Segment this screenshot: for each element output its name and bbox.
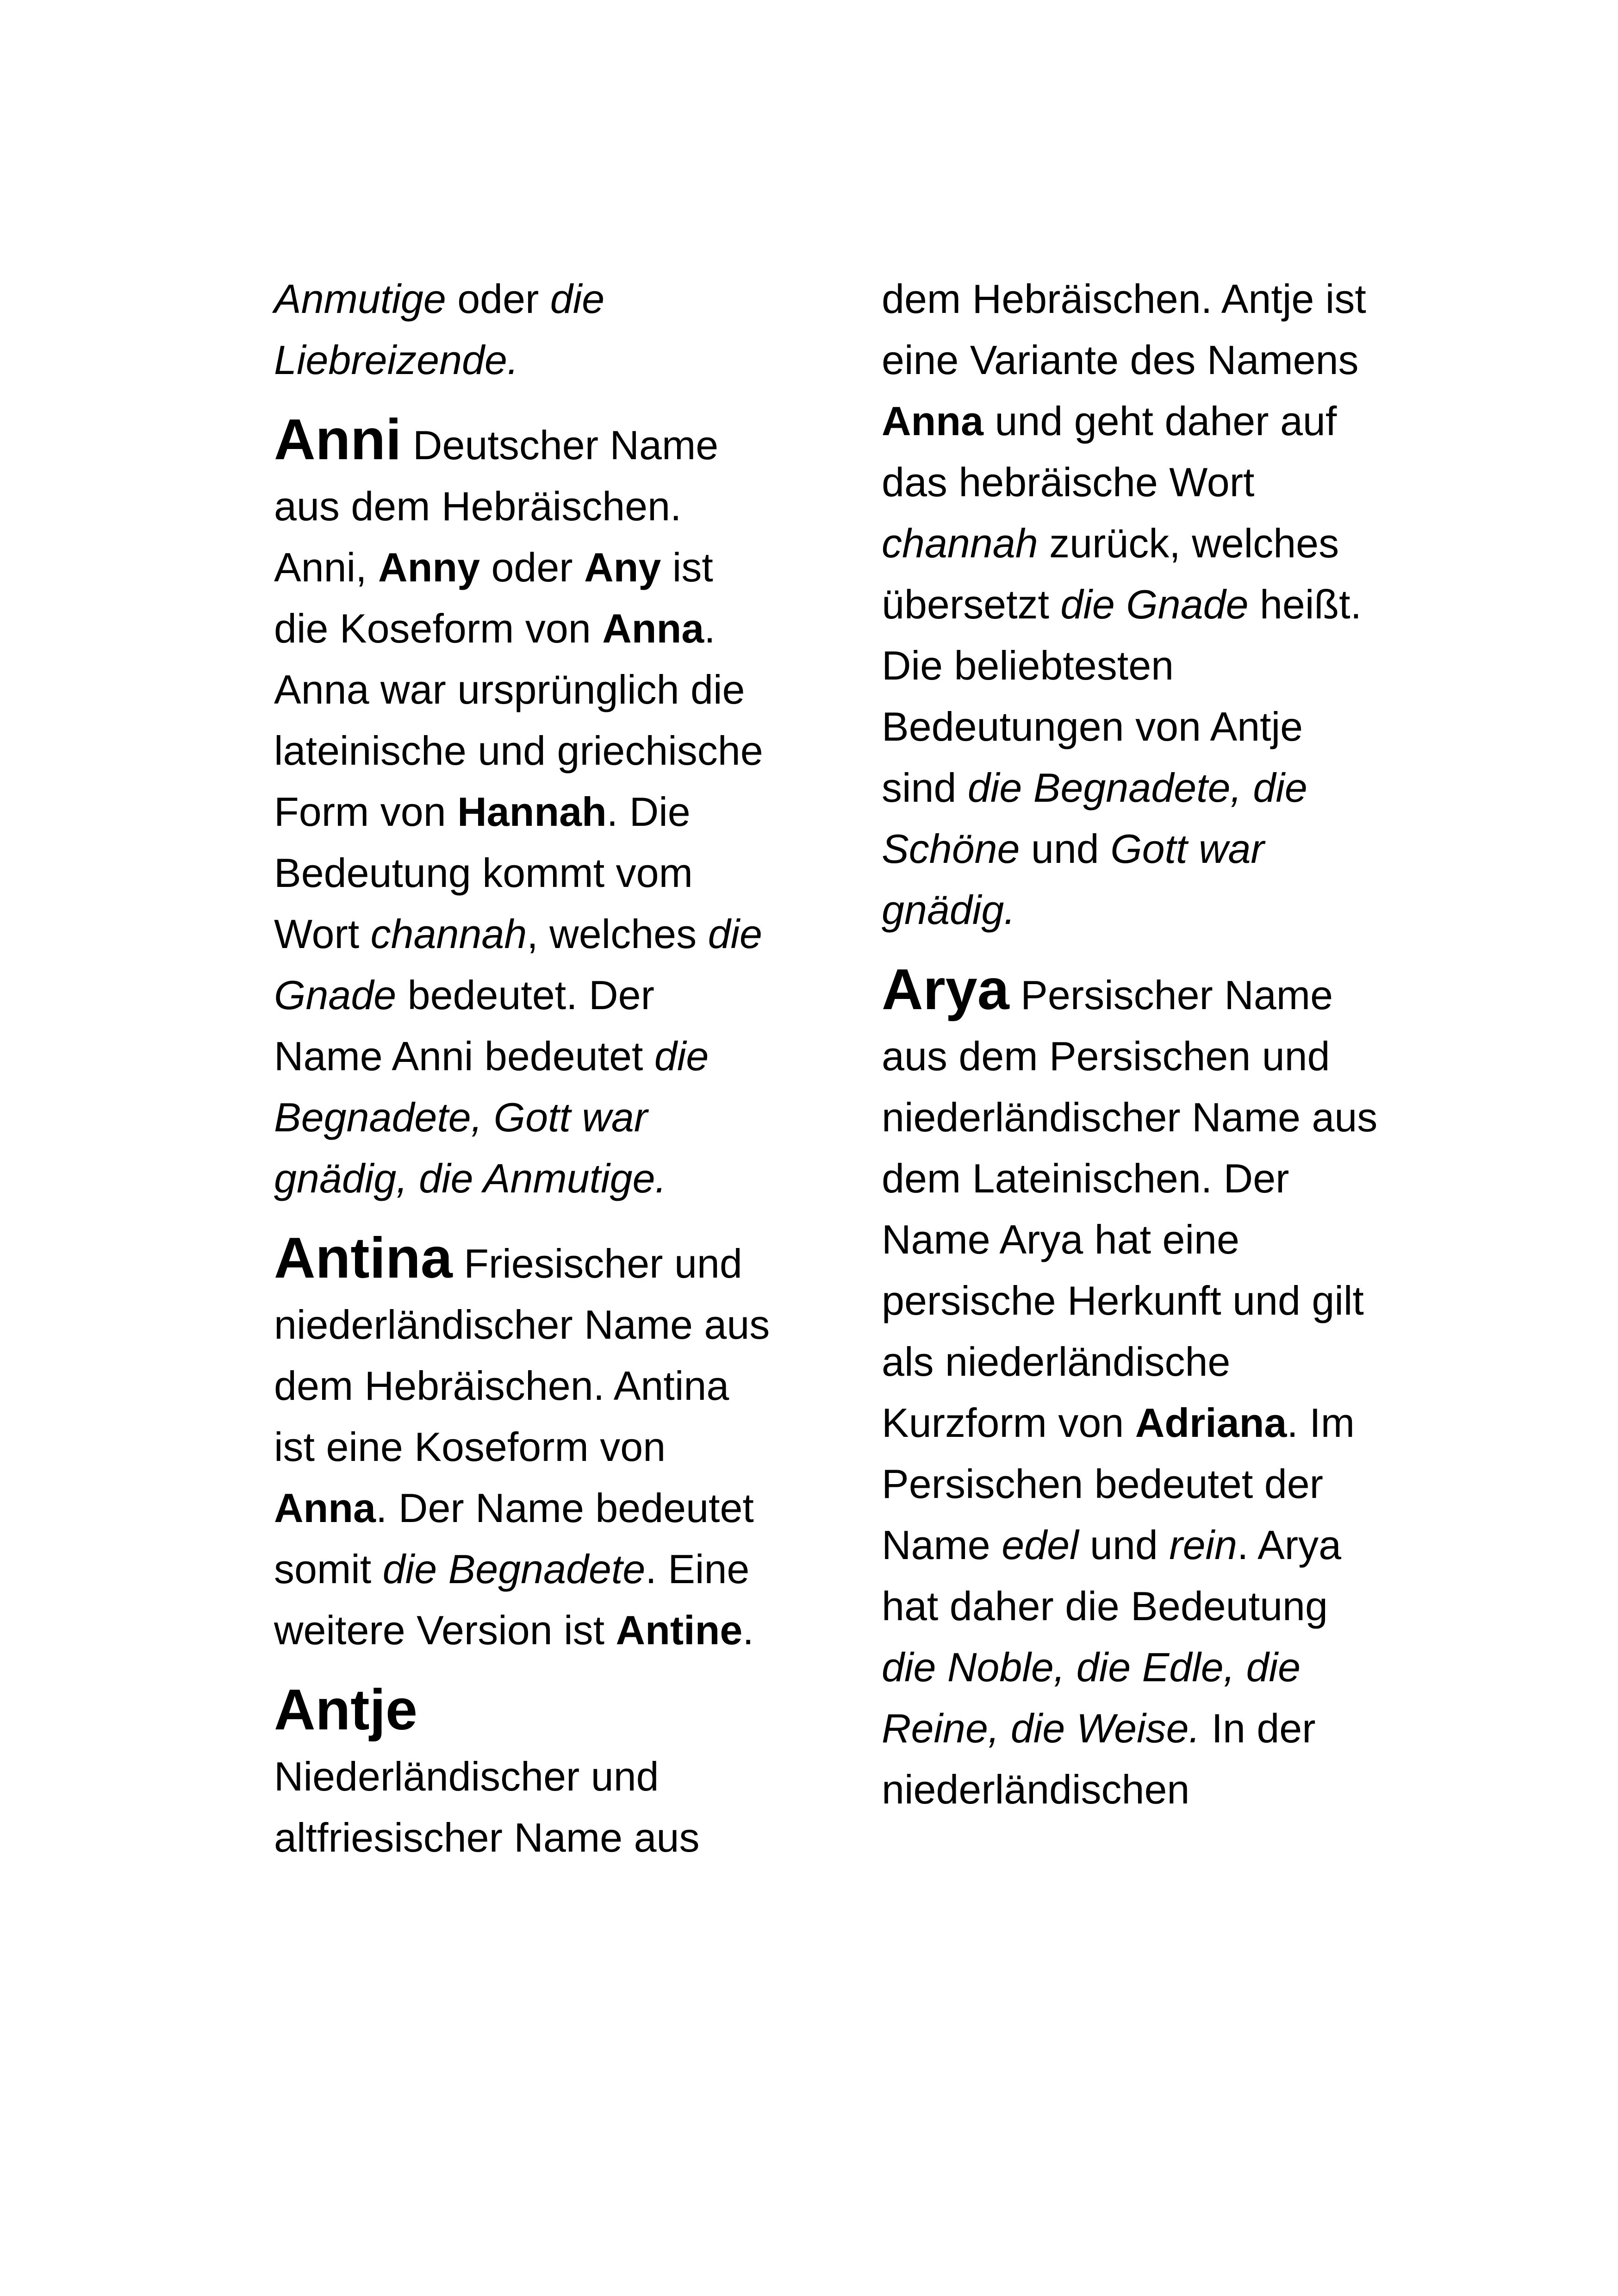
entries-list (882, 959, 1382, 1820)
italic-meaning: die Gnade (274, 911, 762, 1018)
name-entry (274, 1228, 774, 1661)
text-run: Deutscher Name aus dem Hebräischen. Anni, (274, 422, 719, 590)
text-run: und geht daher auf das hebräische Wort (882, 398, 1337, 505)
bold-name-reference: Anna (274, 1485, 376, 1531)
italic-meaning: rein (1169, 1522, 1238, 1568)
bold-name-reference: Anny (378, 544, 480, 590)
text-run: . Anna war ursprünglich die lateinische und griechische Form von (274, 605, 763, 835)
bold-name-reference: Adriana (1135, 1400, 1287, 1446)
italic-meaning: edel (1002, 1522, 1079, 1568)
text-run: dem Hebräischen. Antje ist eine Variante des Namens (882, 276, 1366, 383)
text-run: In der niederländischen (882, 1705, 1316, 1812)
text-run: . Die Bedeutung kommt vom Wort (274, 789, 693, 957)
text-run: . Arya hat daher die Bedeutung (882, 1522, 1342, 1629)
bold-name-reference: Anna (882, 398, 983, 444)
text-run: . (742, 1607, 754, 1653)
text-run: heißt. Die beliebtesten Bedeutungen von Antje sind (882, 581, 1362, 811)
entry-name-heading: Antje (274, 1678, 417, 1742)
text-run: Friesischer und niederländischer Name aus dem Hebräischen. Antina ist eine Koseform von (274, 1241, 770, 1470)
entries-list (274, 409, 774, 1868)
bold-name-reference: Any (584, 544, 661, 590)
italic-meaning: channah (882, 520, 1038, 566)
text-run: Persischer Name aus dem Persischen und niederländischer Name aus dem Lateinischen. Der Name Arya hat eine persische Herkunft und gilt als niederländische Kurzform von (882, 972, 1378, 1446)
text-run: . Im Persischen bedeutet der Name (882, 1400, 1355, 1568)
bold-name-reference: Hannah (457, 789, 607, 835)
entry-name-heading: Antina (274, 1226, 453, 1290)
italic-meaning: die Begnadete, die Schöne (882, 765, 1307, 872)
italic-meaning: die Noble, die Edle, die Reine, die Weise. (882, 1644, 1301, 1751)
text-run: zurück, welches übersetzt (882, 520, 1339, 627)
italic-meaning: die Gnade (1060, 581, 1249, 627)
italic-meaning: die Liebreizende. (274, 276, 605, 383)
italic-meaning: channah (370, 911, 527, 957)
bold-name-reference: Antine (616, 1607, 743, 1653)
left-column (274, 268, 774, 1887)
text-run: , welches (527, 911, 708, 957)
italic-meaning: die Begnadete (382, 1546, 646, 1592)
text-run: und (1078, 1522, 1170, 1568)
intro-paragraph (274, 268, 774, 391)
italic-meaning: Anmutige (274, 276, 446, 322)
italic-meaning: die Begnadete, Gott war gnädig, die Anmutige. (274, 1033, 709, 1201)
right-column (882, 268, 1382, 1839)
text-run: Niederländischer und altfriesischer Name aus (274, 1753, 700, 1860)
italic-meaning: Gott war gnädig. (882, 826, 1264, 933)
bold-name-reference: Anna (602, 605, 704, 651)
intro-paragraph (882, 268, 1382, 941)
text-run: oder (446, 276, 550, 322)
name-entry (274, 409, 774, 1209)
entry-name-heading: Anni (274, 408, 402, 472)
name-entry (882, 959, 1382, 1820)
text-run: . Der Name bedeutet somit (274, 1485, 754, 1592)
text-run: bedeutet. Der Name Anni bedeutet (274, 972, 654, 1079)
text-run: und (1020, 826, 1111, 872)
text-run: ist die Koseform von (274, 544, 713, 651)
name-entry (274, 1679, 774, 1868)
text-run: oder (480, 544, 585, 590)
entry-name-heading: Arya (882, 958, 1009, 1022)
text-run: . Eine weitere Version ist (274, 1546, 750, 1653)
